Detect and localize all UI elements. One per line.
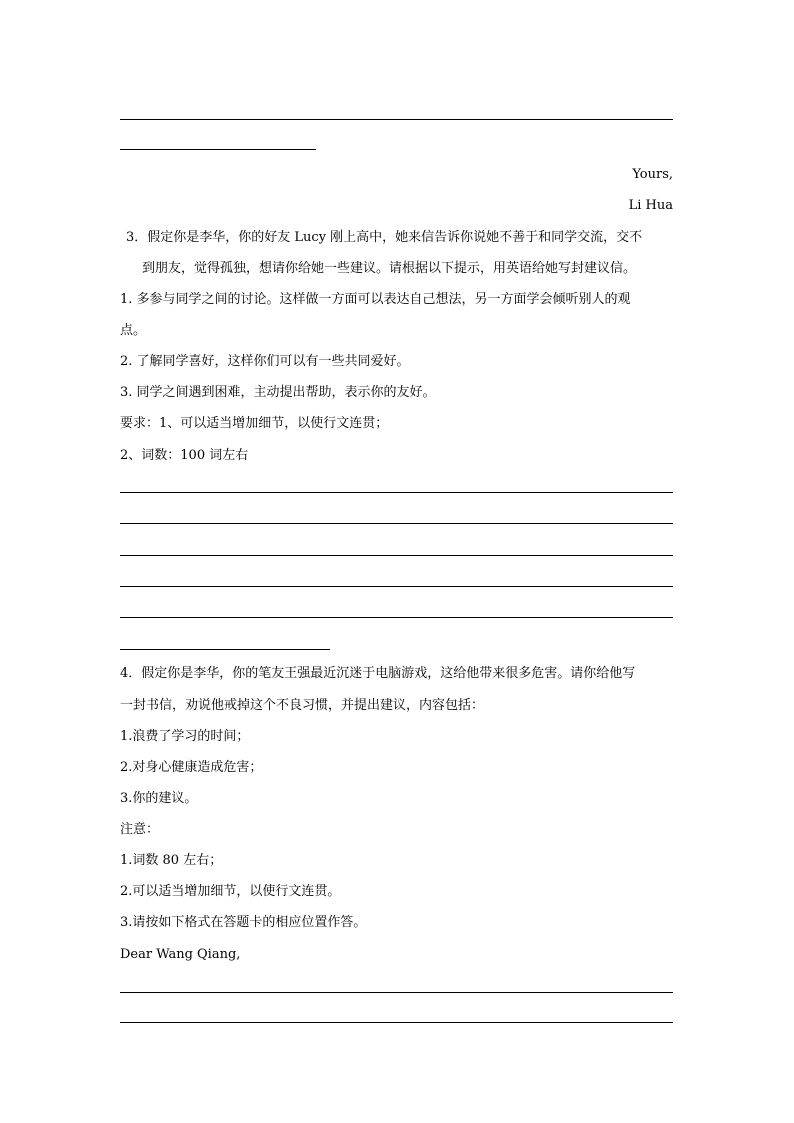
answer-line (120, 555, 673, 556)
q4-content1: 1.浪费了学习的时间； (120, 729, 250, 744)
answer-line (120, 1022, 673, 1023)
letter-closing: Yours, (632, 167, 673, 182)
q4-salutation: Dear Wang Qiang, (120, 947, 241, 962)
q3-point1-line1: 1. 多参与同学之间的讨论。这样做一方面可以表达自己想法，另一方面学会倾听别人的观 (120, 292, 631, 307)
q4-prompt-line2: 一封书信，劝说他戒掉这个不良习惯，并提出建议，内容包括： (120, 698, 485, 713)
answer-line (120, 617, 673, 618)
q4-content3: 3.你的建议。 (120, 791, 198, 806)
q4-prompt-line1: 4．假定你是李华，你的笔友王强最近沉迷于电脑游戏，这给他带来很多危害。请你给他写 (120, 666, 636, 681)
q4-note1: 1.词数 80 左右； (120, 853, 223, 868)
q3-point3: 3. 同学之间遇到困难，主动提出帮助，表示你的友好。 (120, 385, 436, 400)
q3-requirement1: 要求：1、可以适当增加细节，以使行文连贯； (120, 416, 389, 431)
answer-line (120, 523, 673, 524)
q4-note-label: 注意： (120, 822, 160, 837)
q4-note3: 3.请按如下格式在答题卡的相应位置作答。 (120, 915, 367, 930)
letter-signature: Li Hua (628, 198, 673, 213)
answer-line (120, 586, 673, 587)
answer-line (120, 119, 673, 120)
q4-note2: 2.可以适当增加细节，以使行文连贯。 (120, 884, 341, 899)
q3-requirement2: 2、词数：100 词左右 (120, 448, 249, 463)
answer-line (120, 992, 673, 993)
q4-content2: 2.对身心健康造成危害； (120, 760, 263, 775)
q3-prompt-line2: 到朋友，觉得孤独，想请你给她一些建议。请根据以下提示，用英语给她写封建议信。 (142, 261, 637, 276)
answer-line (120, 492, 673, 493)
q3-point2: 2. 了解同学喜好，这样你们可以有一些共同爱好。 (120, 354, 410, 369)
q3-prompt-line1: 3．假定你是李华，你的好友 Lucy 刚上高中，她来信告诉你说她不善于和同学交流，交不 (126, 230, 643, 245)
answer-line-short (120, 649, 330, 650)
answer-line-short (120, 149, 316, 150)
q3-point1-line2: 点。 (120, 323, 147, 338)
